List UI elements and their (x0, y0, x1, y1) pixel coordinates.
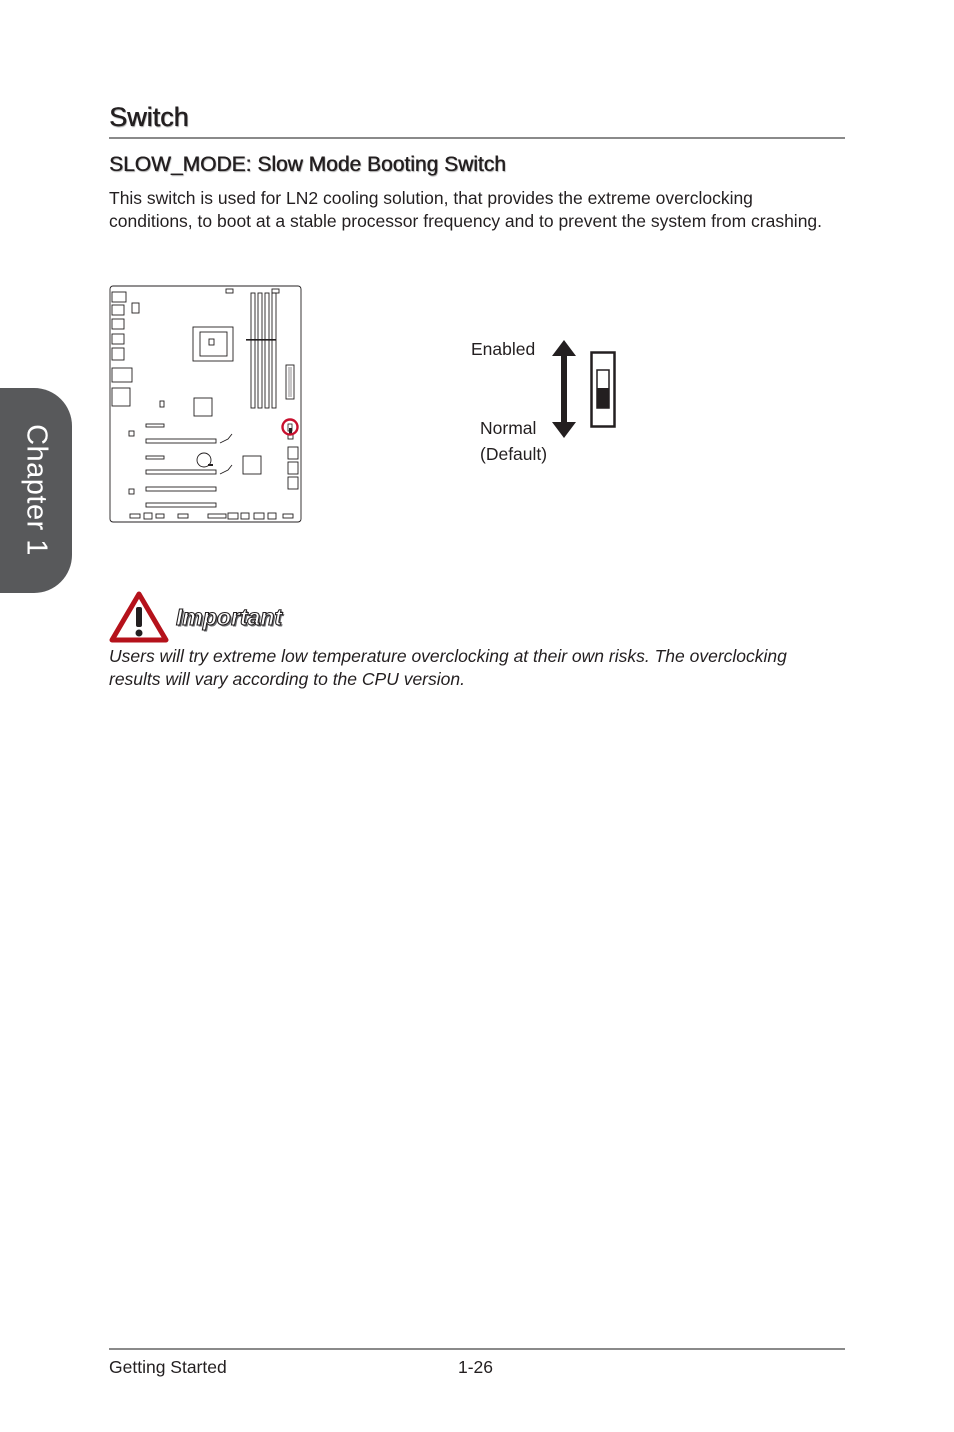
important-heading: Important (176, 604, 283, 630)
footer-page-number: 1-26 (458, 1357, 494, 1377)
title-divider (109, 137, 845, 139)
subsection-title: SLOW_MODE: Slow Mode Booting Switch (109, 153, 506, 176)
section-title: Switch (109, 102, 189, 132)
footer-divider (109, 1348, 845, 1350)
motherboard-layout-diagram (108, 284, 332, 526)
dip-switch-icon (590, 351, 618, 429)
switch-setting-diagram (460, 330, 640, 475)
default-label: (Default) (480, 444, 548, 464)
important-note-text: Users will try extreme low temperature overclocking at their own risks. The overclocking results will vary according to the CPU version. (109, 646, 787, 689)
normal-label: Normal (480, 418, 537, 438)
footer-section-name: Getting Started (109, 1357, 227, 1377)
warning-triangle-icon (108, 590, 170, 646)
direction-arrow-icon (550, 338, 580, 440)
enabled-label: Enabled (471, 339, 536, 359)
chapter-tab-label: Chapter 1 (20, 424, 53, 556)
description-text: This switch is used for LN2 cooling solution, that provides the extreme overclocking conditions, to boot at a stable processor frequency and to prevent the system from crashing. (109, 188, 823, 231)
chapter-tab (0, 388, 72, 593)
